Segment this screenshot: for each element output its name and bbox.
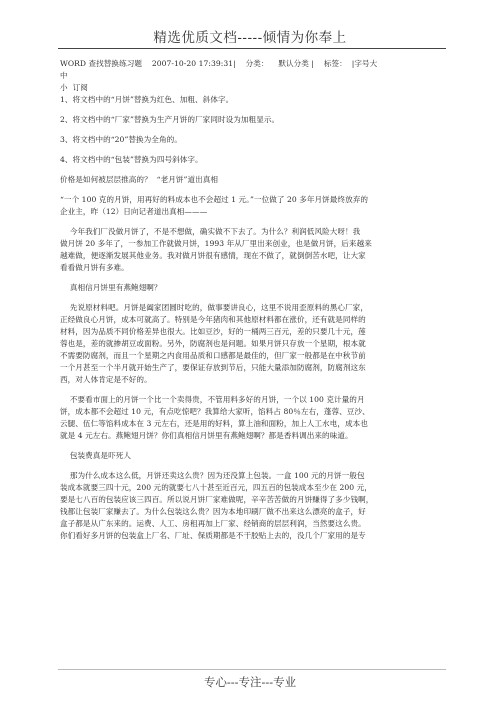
paragraph-line: 先说原材料吧。月饼是阖家团圆时吃的，做事要讲良心，这里不说用歪原料的黑心厂家， [60,303,368,312]
task-item: 3、将文档中的“20”替换为全角的。 [60,135,182,144]
section-heading: 真相信月饼里有燕鲍翅啊？ [60,283,162,292]
footer-divider [58,669,446,670]
article-title: 价格是如何被层层推高的？ “老月饼”道出真相 [60,175,219,184]
paragraph-line: 盒子都是从广东来的。运费、人工、房租再加上厂家、经销商的层层利润，当然要这么贵。 [60,519,366,528]
paragraph-line: 正经做良心月饼，成本可就高了。特别是今年猪肉和其他原材料都在涨价，还有就是同样的 [60,315,366,324]
paragraph-line: 今年我们厂没做月饼了，不是不想做，确实做不下去了。为什么？利润低风险大呀！我 [60,227,361,236]
task-item: 4、将文档中的“包装”替换为四号斜体字。 [60,155,203,164]
header-divider [58,48,446,49]
paragraph-line: 要是七八百的包装应该三四百。所以说月饼厂家难做呢，辛辛苦苦做的月饼赚得了多少钱啊， [60,495,374,504]
meta-line: 中 [60,71,68,80]
paragraph-line: 你们看好多月饼的包装盒上厂名、厂址、保质期都是不干胶贴上去的，没几个厂家用的是专 [60,531,366,540]
page-footer-text: 专心---专注---专业 [203,675,297,689]
meta-line: WORD 查找替换练习题 2007-10-20 17:39:31| 分类： 默认分类 | 标签： |字号大 [60,59,378,68]
intro-line: “一个 100 克的月饼，用再好的料成本也不会超过 1 元。”一位做了 20 多年月饼最终放弃的 [60,195,369,204]
task-item: 2、将文档中的“厂家”替换为生产月饼的厂家同时设为加粗显示。 [60,115,280,124]
paragraph-line: 云腿、伍仁等馅料成本在 3 元左右，还是用的好料，算上油和面粉，加上人工水电，成本也 [60,419,368,428]
paragraph-line: 西，对人体肯定是不好的。 [60,375,152,384]
section-heading: 包装费真是吓死人 [60,451,132,460]
paragraph-line: 蓉也是，差的就掺胡豆或面粉。另外，防腐剂也是问题。如果月饼只存放一个星期，根本就 [60,339,366,348]
paragraph-line: 装成本就要三四十元，200 元的就要七八十甚至近百元，四五百的包装成本至少在 200 元， [60,483,372,492]
intro-line: 企业主，昨（12）日向记者道出真相——— [60,207,208,216]
paragraph-line: 钱都让包装厂家赚去了。为什么包装这么贵？因为本地印刷厂做不出来这么漂亮的盒子，好 [60,507,366,516]
paragraph-line: 那为什么成本这么低，月饼还卖这么贵？因为还没算上包装。一盒 100 元的月饼一般包 [60,471,365,480]
paragraph-line: 不要看市面上的月饼一个比一个卖得贵，不管用料多好的月饼，一个以 100 克计量的月 [60,395,365,404]
paragraph-line: 饼，成本都不会超过 10 元，有点吃惊吧？我算给大家听，馅料占 80％左右，蓬蓉、豆沙、 [60,407,370,416]
task-item: 1、将文档中的“月饼”替换为红色、加粗、斜体字。 [60,95,234,104]
paragraph-line: 一个月甚至一个半月就开始生产了，要保证存放到节后，只能大量添加防腐剂，防腐剂这东 [60,363,366,372]
paragraph-line: 越难做，便逐渐发展其他业务。我对做月饼很有感情，现在不做了，就倒倒苦水吧，让大家 [60,251,366,260]
page-header-title: 精选优质文档-----倾情为你奉上 [153,30,347,46]
paragraph-line: 不需要防腐剂，而且一个星期之内食用品质和口感都是最佳的，但厂家一般都是在中秋节前 [60,351,366,360]
meta-line: 小 订阅 [60,83,88,92]
document-body [60,58,446,542]
paragraph-line: 就是 4 元左右。燕鲍翅月饼？你们真相信月饼里有燕鲍翅啊？都是香料调出来的味道。 [60,431,353,440]
paragraph-line: 做月饼 20 多年了，一参加工作就做月饼，1993 年从厂里出来创业，也是做月饼，后来越来 [60,239,372,248]
paragraph-line: 材料，因为品质不同价格差异也很大。比如豆沙，好的一桶两三百元，差的只要几十元，莲 [60,327,366,336]
paragraph-line: 看看做月饼有多难。 [60,263,129,272]
